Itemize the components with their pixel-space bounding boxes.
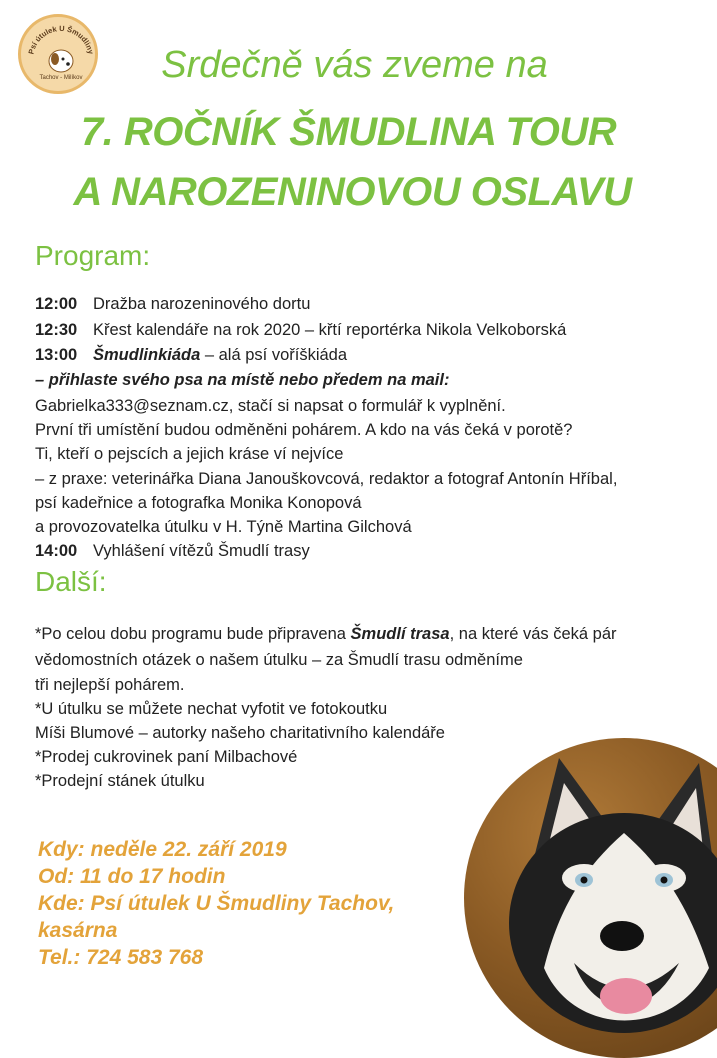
event-title-line1: 7. ROČNÍK ŠMUDLINA TOUR xyxy=(80,110,617,154)
dalsi-line-4: *U útulku se můžete nechat vyfotit ve fotokoutku xyxy=(35,700,388,718)
husky-illustration xyxy=(464,738,717,1058)
dalsi-heading: Další: xyxy=(35,566,107,597)
dalsi-bold-text: Šmudlí trasa xyxy=(350,625,450,643)
program-text: – alá psí voříškiáda xyxy=(200,346,348,364)
signup-line: – přihlaste svého psa na místě nebo předem na mail: xyxy=(35,371,450,389)
dalsi-text: , na které vás čeká pár xyxy=(449,625,617,643)
prizes-line: První tři umístění budou odměněni pohárem. A kdo na vás čeká v porotě? xyxy=(35,421,573,439)
jury-line-2: psí kadeřnice a fotografka Monika Konopová xyxy=(35,494,362,512)
event-phone: Tel.: 724 583 768 xyxy=(38,946,204,969)
program-item-4 xyxy=(35,539,310,563)
jury-line-1: – z praxe: veterinářka Diana Janouškovcová, redaktor a fotograf Antonín Hříbal, xyxy=(35,470,618,488)
husky-photo xyxy=(464,738,717,1058)
program-item-1 xyxy=(35,292,310,316)
program-item-2 xyxy=(35,318,566,342)
program-text: Vyhlášení vítězů Šmudlí trasy xyxy=(93,542,310,560)
event-hours: Od: 11 do 17 hodin xyxy=(38,865,226,888)
program-time: 12:00 xyxy=(35,295,78,313)
program-time: 12:30 xyxy=(35,321,78,339)
event-location-2: kasárna xyxy=(38,919,118,942)
program-item-3 xyxy=(35,343,347,367)
dalsi-line-2: vědomostních otázek o našem útulku – za Šmudlí trasu odměníme xyxy=(35,651,523,669)
event-location: Kde: Psí útulek U Šmudliny Tachov, xyxy=(38,892,395,915)
program-time: 14:00 xyxy=(35,542,78,560)
program-bold-text: Šmudlinkiáda xyxy=(93,346,201,364)
dalsi-line-6: *Prodej cukrovinek paní Milbachové xyxy=(35,748,298,766)
jury-intro: Ti, kteří o pejscích a jejich kráse ví nejvíce xyxy=(35,445,344,463)
event-title-line2: A NAROZENINOVOU OSLAVU xyxy=(73,170,632,214)
program-text: Křest kalendáře na rok 2020 – křtí reportérka Nikola Velkoborská xyxy=(93,321,567,339)
dalsi-line-7: *Prodejní stánek útulku xyxy=(35,772,205,790)
program-text: Dražba narozeninového dortu xyxy=(93,295,311,313)
dalsi-line-5: Míši Blumové – autorky našeho charitativního kalendáře xyxy=(35,724,445,742)
program-time: 13:00 xyxy=(35,346,78,364)
dalsi-line-1 xyxy=(35,622,617,646)
jury-line-3: a provozovatelka útulku v H. Týně Martina Gilchová xyxy=(35,518,412,536)
logo-arc-text: Psí útulek U Šmudliny xyxy=(26,23,96,56)
program-heading: Program: xyxy=(35,240,151,271)
event-date: Kdy: neděle 22. září 2019 xyxy=(38,838,287,861)
email-line: Gabrielka333@seznam.cz, stačí si napsat o formulář k vyplnění. xyxy=(35,397,506,415)
logo-subtext: Tachov - Milíkov xyxy=(39,75,83,81)
dalsi-line-3: tři nejlepší pohárem. xyxy=(35,676,185,694)
invite-heading: Srdečně vás zveme na xyxy=(161,44,548,86)
dalsi-text: *Po celou dobu programu bude připravena xyxy=(35,625,351,643)
